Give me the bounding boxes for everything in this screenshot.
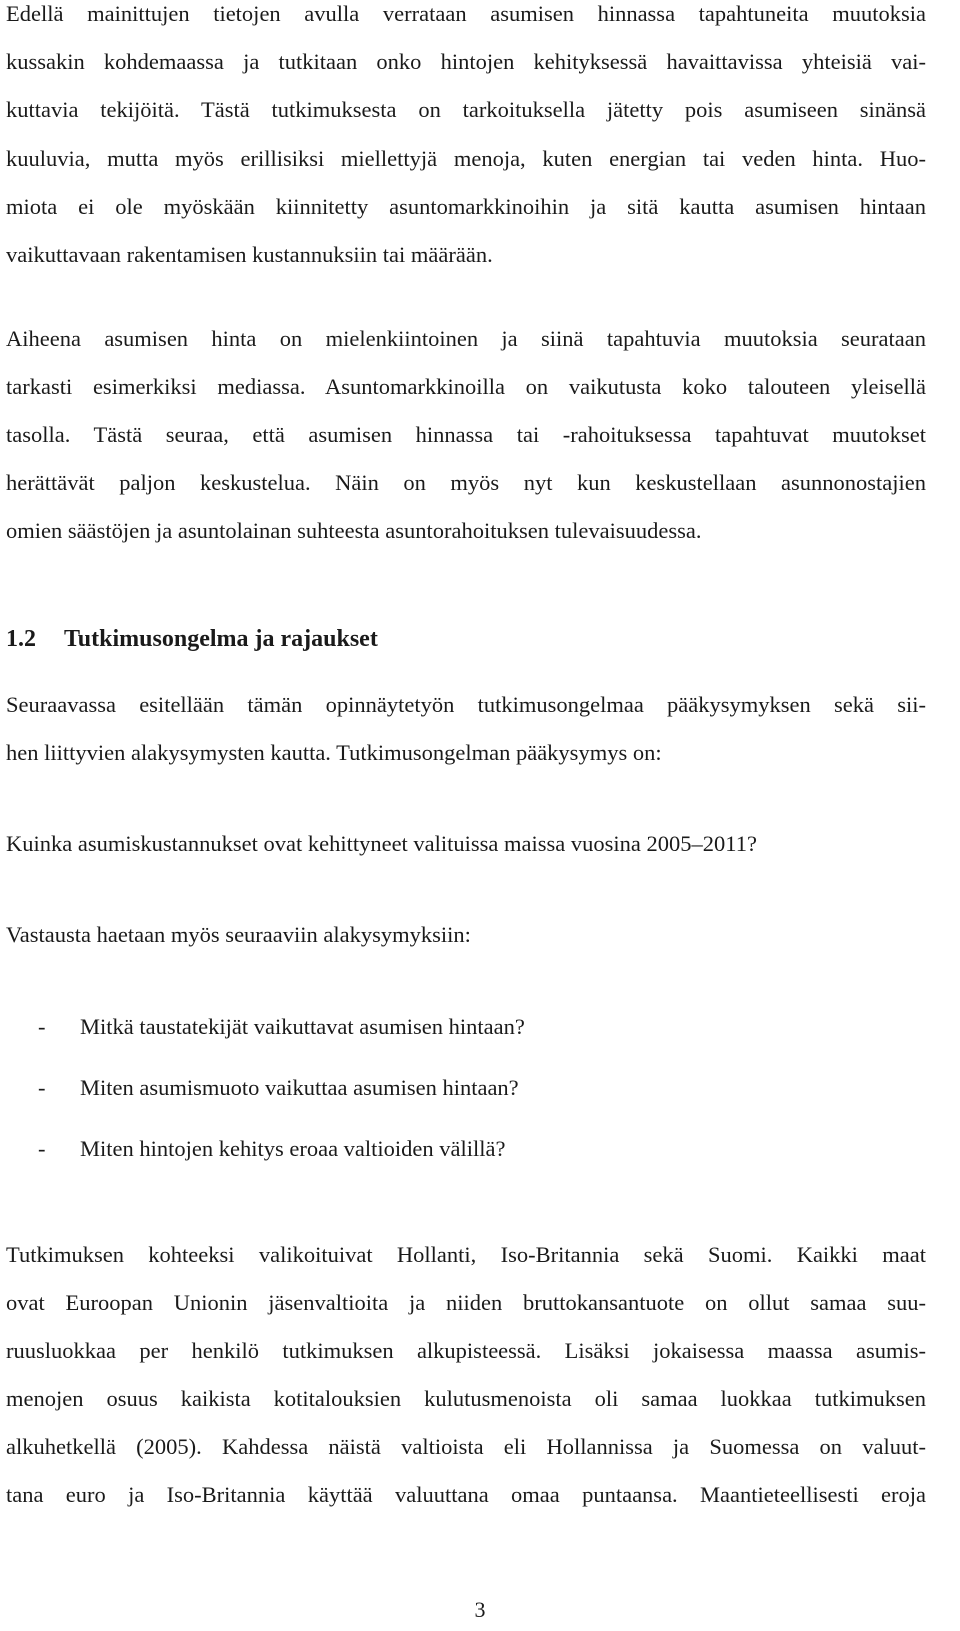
paragraph-line: menojen osuus kaikista kotitalouksien kulutusmenoista oli samaa luokkaa tutkimuksen	[6, 1386, 926, 1411]
main-research-question: Kuinka asumiskustannukset ovat kehittyneet valituissa maissa vuosina 2005–2011?	[6, 831, 757, 856]
paragraph-line: ovat Euroopan Unionin jäsenvaltioita ja niiden bruttokansantuote on ollut samaa suu-	[6, 1290, 926, 1315]
paragraph-line: kussakin kohdemaassa ja tutkitaan onko hintojen kehityksessä havaittavissa yhteisiä vai-	[6, 49, 926, 74]
list-dash: -	[38, 1075, 46, 1100]
paragraph-line: Tutkimuksen kohteeksi valikoituivat Hollanti, Iso-Britannia sekä Suomi. Kaikki maat	[6, 1242, 926, 1267]
paragraph-line: ruusluokkaa per henkilö tutkimuksen alkupisteessä. Lisäksi jokaisessa maassa asumis-	[6, 1338, 926, 1363]
paragraph-line: herättävät paljon keskustelua. Näin on myös nyt kun keskustellaan asunnonostajien	[6, 470, 926, 495]
list-item-text: Miten hintojen kehitys eroaa valtioiden välillä?	[80, 1136, 506, 1161]
paragraph-line: Aiheena asumisen hinta on mielenkiintoinen ja siinä tapahtuvia muutoksia seurataan	[6, 326, 926, 351]
paragraph-line: Edellä mainittujen tietojen avulla verrataan asumisen hinnassa tapahtuneita muutoksia	[6, 1, 926, 26]
list-dash: -	[38, 1014, 46, 1039]
section-heading	[6, 624, 378, 654]
paragraph-line: miota ei ole myöskään kiinnitetty asuntomarkkinoihin ja sitä kautta asumisen hintaan	[6, 194, 926, 219]
sub-questions-intro: Vastausta haetaan myös seuraaviin alakysymyksiin:	[6, 922, 471, 947]
paragraph-line: tarkasti esimerkiksi mediassa. Asuntomarkkinoilla on vaikutusta koko talouteen yleisellä	[6, 374, 926, 399]
section-number: 1.2	[6, 626, 36, 652]
paragraph-line: kuttavia tekijöitä. Tästä tutkimuksesta on tarkoituksella jätetty pois asumiseen sinänsä	[6, 97, 926, 122]
paragraph-line: vaikuttavaan rakentamisen kustannuksiin tai määrään.	[6, 242, 493, 267]
section-title: Tutkimusongelma ja rajaukset	[64, 626, 378, 652]
page-number: 3	[474, 1597, 486, 1622]
paragraph-line: hen liittyvien alakysymysten kautta. Tutkimusongelman pääkysymys on:	[6, 740, 662, 765]
list-item-text: Mitkä taustatekijät vaikuttavat asumisen hintaan?	[80, 1014, 525, 1039]
paragraph-line: kuuluvia, mutta myös erillisiksi miellettyjä menoja, kuten energian tai veden hinta. Huo-	[6, 146, 926, 171]
list-item-text: Miten asumismuoto vaikuttaa asumisen hintaan?	[80, 1075, 519, 1100]
paragraph-line: omien säästöjen ja asuntolainan suhteesta asuntorahoituksen tulevaisuudessa.	[6, 518, 702, 543]
paragraph-line: tasolla. Tästä seuraa, että asumisen hinnassa tai -rahoituksessa tapahtuvat muutokset	[6, 422, 926, 447]
list-dash: -	[38, 1136, 46, 1161]
paragraph-line: tana euro ja Iso-Britannia käyttää valuuttana omaa puntaansa. Maantieteellisesti eroja	[6, 1482, 926, 1507]
paragraph-line: alkuhetkellä (2005). Kahdessa näistä valtioista eli Hollannissa ja Suomessa on valuut-	[6, 1434, 926, 1459]
paragraph-line: Seuraavassa esitellään tämän opinnäytetyön tutkimusongelmaa pääkysymyksen sekä sii-	[6, 692, 926, 717]
